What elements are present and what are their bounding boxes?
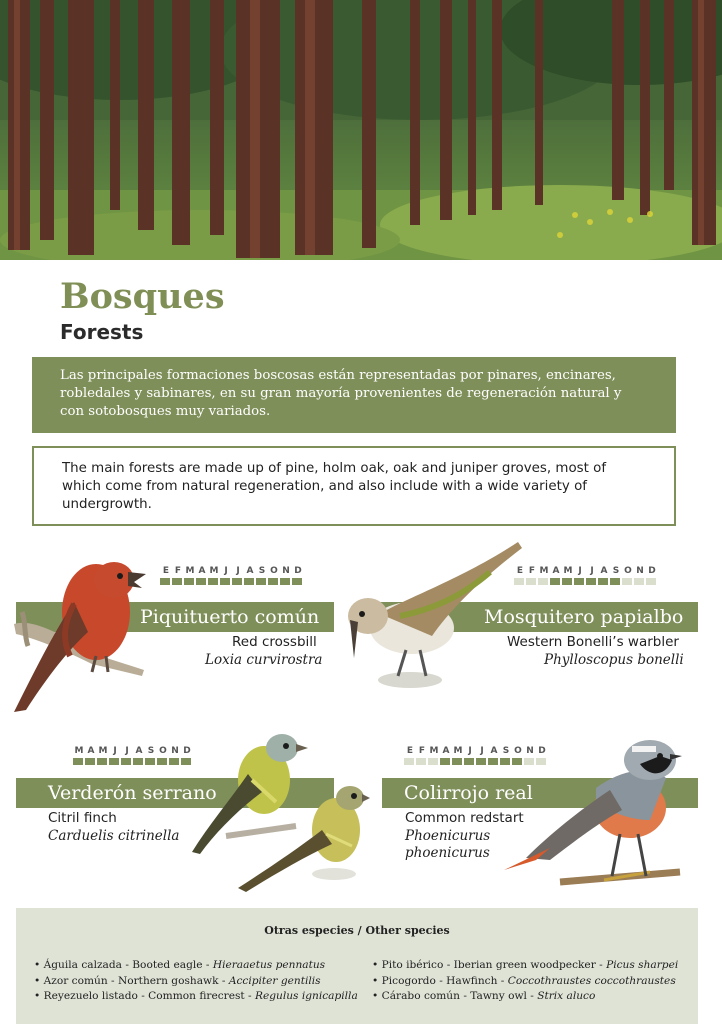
month-label: M <box>74 746 84 756</box>
bird-name-es: Colirrojo real <box>382 778 698 808</box>
month-label: J <box>113 746 117 756</box>
month-present-bar <box>256 578 266 585</box>
month-absent-bar <box>526 578 536 585</box>
month-label: D <box>294 566 302 576</box>
bird-scientific-name-genus: Phoenicurus <box>405 828 491 844</box>
month-label: A <box>87 746 95 756</box>
month-label: D <box>538 746 546 756</box>
month-present-bar <box>464 758 474 765</box>
month-label: A <box>552 566 560 576</box>
month-label: E <box>406 746 414 756</box>
month-label: O <box>624 566 632 576</box>
list-item <box>34 989 358 1005</box>
month-present-bar <box>488 758 498 765</box>
month-present-bar <box>476 758 486 765</box>
other-species-panel <box>16 908 698 1024</box>
list-item <box>34 958 358 974</box>
month-label: A <box>198 566 206 576</box>
month-present-bar <box>169 758 179 765</box>
month-label: J <box>125 746 129 756</box>
month-present-bar <box>97 758 107 765</box>
month-label: S <box>612 566 620 576</box>
month-absent-bar <box>622 578 632 585</box>
month-label: O <box>270 566 278 576</box>
intro-spanish: Las principales formaciones boscosas están representadas por pinares, encinares, robledales y sabinares, en su gran mayoría provenientes de regeneración natural y con sotobosques muy variados. <box>32 357 676 433</box>
species-names: • Pito ibérico - Iberian green woodpecker - <box>372 959 607 971</box>
species-names: • Picogordo - Hawfinch - <box>372 974 508 987</box>
month-labels <box>73 746 193 756</box>
month-label: N <box>171 746 179 756</box>
month-present-bar <box>280 578 290 585</box>
month-present-bar <box>133 758 143 765</box>
month-present-bar <box>440 758 450 765</box>
month-label: M <box>539 566 549 576</box>
month-absent-bar <box>404 758 414 765</box>
month-present-bar <box>292 578 302 585</box>
month-absent-bar <box>646 578 656 585</box>
bonelli-warbler-illustration-icon <box>340 540 525 700</box>
month-label: M <box>429 746 439 756</box>
species-scientific: Strix aluco <box>537 990 596 1002</box>
month-present-bar <box>145 758 155 765</box>
month-present-bar <box>196 578 206 585</box>
month-present-bar <box>562 578 572 585</box>
month-label: M <box>563 566 573 576</box>
month-present-bar <box>232 578 242 585</box>
month-label: A <box>600 566 608 576</box>
bird-name-en: Western Bonelli’s warbler <box>507 634 679 650</box>
species-scientific: Accipiter gentilis <box>228 974 321 987</box>
other-species-list-left <box>34 958 358 1005</box>
month-label: A <box>135 746 143 756</box>
month-present-bar <box>220 578 230 585</box>
month-label: J <box>578 566 582 576</box>
species-scientific: Hieraaetus pennatus <box>212 959 326 971</box>
month-present-bar <box>586 578 596 585</box>
presence-bars <box>514 578 658 585</box>
month-present-bar <box>610 578 620 585</box>
month-present-bar <box>244 578 254 585</box>
list-item <box>372 958 678 974</box>
month-label: A <box>442 746 450 756</box>
month-absent-bar <box>416 758 426 765</box>
forest-photo-icon <box>0 0 722 260</box>
month-present-bar <box>184 578 194 585</box>
month-label: F <box>418 746 426 756</box>
species-scientific: Picus sharpei <box>606 959 679 971</box>
bird-name-es: Mosquitero papialbo <box>380 602 698 632</box>
bird-scientific-name: Phylloscopus bonelli <box>544 652 684 668</box>
month-present-bar <box>157 758 167 765</box>
species-scientific: Coccothraustes coccothraustes <box>507 974 676 987</box>
page-subtitle: Forests <box>60 320 144 344</box>
month-present-bar <box>160 578 170 585</box>
month-present-bar <box>121 758 131 765</box>
list-item <box>372 974 678 990</box>
month-label: E <box>162 566 170 576</box>
common-redstart-illustration-icon <box>500 730 685 900</box>
other-species-list-right <box>372 958 678 1005</box>
list-item <box>34 974 358 990</box>
bird-name-en: Citril finch <box>48 810 117 826</box>
bird-scientific-name-species: phoenicurus <box>405 845 490 861</box>
bird-name-en: Common redstart <box>405 810 524 826</box>
species-names: • Águila calzada - Booted eagle - <box>34 959 213 971</box>
species-names: • Cárabo común - Tawny owl - <box>372 990 538 1002</box>
month-present-bar <box>208 578 218 585</box>
month-present-bar <box>550 578 560 585</box>
month-label: E <box>516 566 524 576</box>
month-label: F <box>528 566 536 576</box>
month-absent-bar <box>428 758 438 765</box>
presence-bars <box>73 758 193 765</box>
month-label: S <box>258 566 266 576</box>
month-label: D <box>648 566 656 576</box>
month-label: M <box>98 746 108 756</box>
bird-scientific-name: Loxia curvirostra <box>205 652 323 668</box>
month-absent-bar <box>634 578 644 585</box>
presence-bars <box>160 578 304 585</box>
month-label: N <box>282 566 290 576</box>
page-title: Bosques <box>60 276 225 317</box>
forest-photo <box>0 0 722 260</box>
bird-name-es: Verderón serrano <box>16 778 334 808</box>
month-labels <box>160 566 304 576</box>
species-names: • Azor común - Northern goshawk - <box>34 974 229 987</box>
month-present-bar <box>109 758 119 765</box>
month-present-bar <box>172 578 182 585</box>
month-label: M <box>453 746 463 756</box>
month-label: O <box>159 746 167 756</box>
month-label: N <box>636 566 644 576</box>
month-label: J <box>468 746 472 756</box>
month-label: M <box>185 566 195 576</box>
month-label: J <box>480 746 484 756</box>
citril-finch-illustration-icon <box>186 730 371 895</box>
month-absent-bar <box>538 578 548 585</box>
month-present-bar <box>452 758 462 765</box>
species-scientific: Regulus ignicapilla <box>255 990 358 1002</box>
month-label: M <box>209 566 219 576</box>
month-present-bar <box>598 578 608 585</box>
month-label: S <box>147 746 155 756</box>
month-label: S <box>502 746 510 756</box>
month-label: N <box>526 746 534 756</box>
month-present-bar <box>73 758 83 765</box>
month-present-bar <box>85 758 95 765</box>
month-labels <box>514 566 658 576</box>
month-label: A <box>490 746 498 756</box>
species-names: • Reyezuelo listado - Common firecrest - <box>34 990 255 1002</box>
month-label: J <box>236 566 240 576</box>
other-species-title: Otras especies / Other species <box>264 924 450 937</box>
intro-english: The main forests are made up of pine, holm oak, oak and juniper groves, most of which come from natural regeneration, and also include with a wide variety of undergrowth. <box>32 446 676 526</box>
month-present-bar <box>574 578 584 585</box>
red-crossbill-illustration-icon <box>4 552 154 722</box>
month-label: O <box>514 746 522 756</box>
month-label: D <box>183 746 191 756</box>
bird-name-en: Red crossbill <box>232 634 317 650</box>
month-label: J <box>224 566 228 576</box>
month-label: A <box>246 566 254 576</box>
month-present-bar <box>268 578 278 585</box>
bird-scientific-name: Carduelis citrinella <box>48 828 180 844</box>
bird-name-es: Piquituerto común <box>16 602 334 632</box>
month-label: F <box>174 566 182 576</box>
list-item <box>372 989 678 1005</box>
month-label: J <box>590 566 594 576</box>
